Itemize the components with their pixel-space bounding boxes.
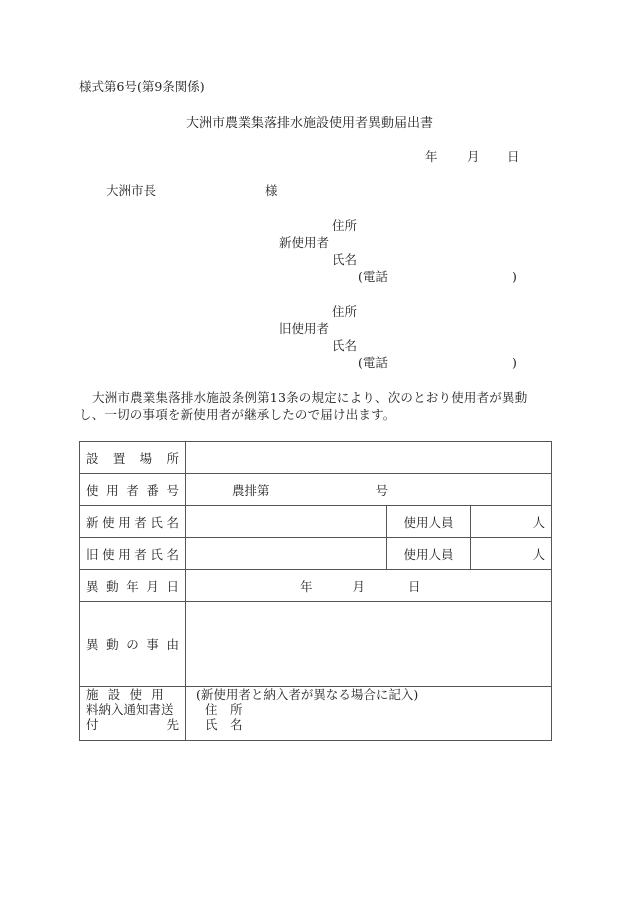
old-user-address-label: 住所 xyxy=(332,304,358,319)
new-user-name-label: 氏名 xyxy=(332,252,358,267)
change-date-month: 月 xyxy=(352,578,366,594)
addressee-name: 大洲市長 xyxy=(106,183,157,198)
change-date-day: 日 xyxy=(408,578,421,594)
row-user-number xyxy=(80,474,552,506)
new-user-name-field[interactable] xyxy=(186,506,387,538)
notice-address-label: 住 所 xyxy=(205,702,243,717)
date-year: 年 xyxy=(425,149,438,164)
notice-recipient-label: 施 設 使 用 料納入通知書送 付 先 xyxy=(80,687,186,741)
addressee-honorific: 様 xyxy=(265,183,278,198)
change-date-label: 異 動 年 月 日 xyxy=(80,570,186,602)
date-day: 日 xyxy=(507,149,520,164)
old-user-phone-open: (電話 xyxy=(358,355,388,370)
old-user-name-label: 氏名 xyxy=(332,338,358,353)
user-number-label: 使 用 者 番 号 xyxy=(80,474,186,506)
new-user-phone-open: (電話 xyxy=(358,269,388,284)
notice-recipient-field[interactable] xyxy=(186,687,552,741)
row-old-user-name xyxy=(80,538,552,570)
date-month: 月 xyxy=(467,149,480,164)
location-field[interactable] xyxy=(186,442,552,474)
new-user-address-label: 住所 xyxy=(332,218,358,233)
reason-field[interactable] xyxy=(186,602,552,687)
new-user-phone-close: ) xyxy=(512,269,517,284)
document-title: 大洲市農業集落排水施設使用者異動届出書 xyxy=(186,116,434,131)
new-user-name-label: 新 使 用 者 氏 名 xyxy=(80,506,186,538)
reason-label: 異 動 の 事 由 xyxy=(80,602,186,687)
form-number: 様式第6号(第9条関係) xyxy=(79,79,205,94)
new-user-count-unit: 人 xyxy=(532,514,545,530)
notice-name-label: 氏 名 xyxy=(205,717,243,732)
row-location xyxy=(80,442,552,474)
row-reason xyxy=(80,602,552,687)
new-user-count-label: 使用人員 xyxy=(387,506,471,538)
body-text-line2: し、一切の事項を新使用者が継承したので届け出ます。 xyxy=(79,407,396,422)
user-number-suffix: 号 xyxy=(375,482,389,498)
row-change-date xyxy=(80,570,552,602)
user-number-prefix: 農排第 xyxy=(232,482,270,498)
body-text-line1: 大洲市農業集落排水施設条例第13条の規定により、次のとおり使用者が異動 xyxy=(92,390,528,405)
user-number-field[interactable] xyxy=(186,474,552,506)
row-notice-recipient xyxy=(80,687,552,741)
change-date-year: 年 xyxy=(300,578,313,594)
old-user-count-unit: 人 xyxy=(532,546,545,562)
old-user-count-label: 使用人員 xyxy=(387,538,471,570)
row-new-user-name xyxy=(80,506,552,538)
change-form-table xyxy=(79,441,552,741)
new-user-label: 新使用者 xyxy=(279,235,330,250)
new-user-count-field[interactable] xyxy=(471,506,552,538)
notice-note: (新使用者と納入者が異なる場合に記入) xyxy=(196,687,419,702)
old-user-name-label: 旧 使 用 者 氏 名 xyxy=(80,538,186,570)
old-user-name-field[interactable] xyxy=(186,538,387,570)
old-user-phone-close: ) xyxy=(512,355,517,370)
change-date-field[interactable] xyxy=(186,570,552,602)
old-user-count-field[interactable] xyxy=(471,538,552,570)
location-label: 設 置 場 所 xyxy=(80,442,186,474)
old-user-label: 旧使用者 xyxy=(279,321,330,336)
